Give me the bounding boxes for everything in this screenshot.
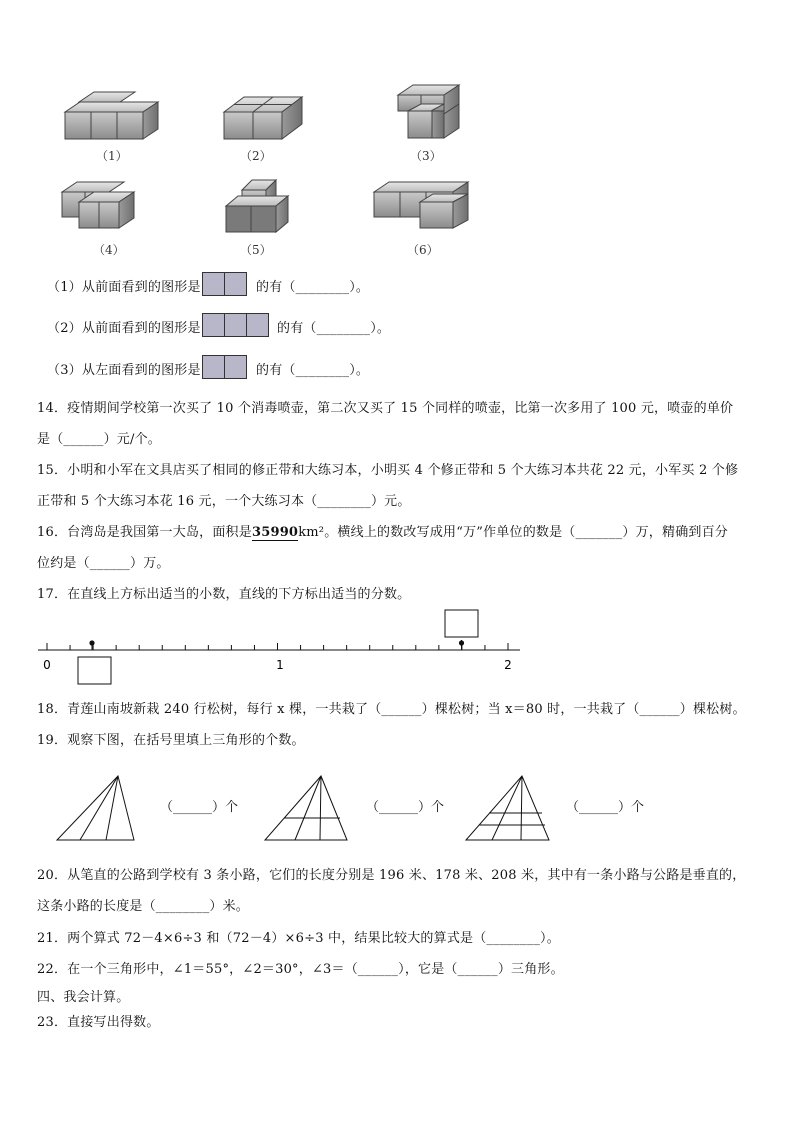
- view-shape-2: [202, 313, 269, 337]
- view-cell: [225, 356, 246, 378]
- view-shape-3: [202, 355, 247, 379]
- solid-label-3: （3）: [410, 149, 442, 163]
- view-cell: [247, 314, 268, 336]
- question-15-line1: 15．小明和小军在文具店买了相同的修正带和大练习本，小明买 4 个修正带和 5 个大练习本共花 22 元，小军买 2 个修: [37, 463, 739, 478]
- triangle-count-answer-1[interactable]: （______）个: [160, 800, 239, 815]
- solid-label-5: （5）: [240, 243, 272, 257]
- view-cell: [203, 356, 225, 378]
- question-16-line1: 16．台湾岛是我国第一大岛，面积是35990km²。横线上的数改写成用“万”作单位的数是（_______）万，精确到百分: [37, 525, 729, 540]
- section-heading-4: 四、我会计算。: [37, 990, 130, 1005]
- question-17: 17．在直线上方标出适当的小数，直线的下方标出适当的分数。: [37, 587, 411, 602]
- solid-5: [226, 180, 288, 232]
- area-unit: km²: [298, 525, 325, 540]
- view-cell: [225, 273, 246, 295]
- sub-question-3: （3）从左面看到的图形是: [47, 363, 201, 378]
- answer-blank[interactable]: ________: [295, 280, 350, 295]
- sub-question-2: （2）从前面看到的图形是: [47, 321, 201, 336]
- question-22: 22．在一个三角形中，∠1＝55°，∠2＝30°，∠3＝（______），它是（______）三角形。: [37, 962, 564, 977]
- sub-question-1: （1）从前面看到的图形是: [47, 280, 201, 295]
- fraction-answer-box[interactable]: [78, 657, 111, 684]
- solid-6: [374, 182, 468, 228]
- question-20-line2: 这条小路的长度是（________）米。: [37, 899, 250, 914]
- answer-blank[interactable]: ________: [316, 321, 371, 336]
- triangle-count-answer-3[interactable]: （______）个: [566, 800, 645, 815]
- question-18: 18．青莲山南坡新栽 240 行松树，每行 x 棵，一共栽了（______）棵松树；当 x＝80 时，一共栽了（______）棵松树。: [37, 702, 746, 717]
- triangle-count-answer-2[interactable]: （______）个: [366, 800, 445, 815]
- question-21: 21．两个算式 72－4×6÷3 和（72－4）×6÷3 中，结果比较大的算式是（________）。: [37, 931, 560, 946]
- point-b-marker: [459, 640, 464, 645]
- question-20-line1: 20．从笔直的公路到学校有 3 条小路，它们的长度分别是 196 米、178 米、208 米，其中有一条小路与公路是垂直的，: [37, 868, 746, 883]
- triangle-figure-3: [466, 776, 549, 840]
- answer-blank[interactable]: ________: [295, 363, 350, 378]
- triangle-figure-1: [57, 776, 134, 840]
- solid-label-1: （1）: [96, 149, 128, 163]
- solid-1: [65, 92, 158, 139]
- tick-label-0: 0: [43, 658, 51, 672]
- solid-4: [62, 182, 134, 228]
- tick-label-2: 2: [504, 658, 512, 672]
- view-cell: [225, 314, 247, 336]
- question-19: 19．观察下图，在括号里填上三角形的个数。: [37, 733, 305, 748]
- question-14-line1: 14．疫情期间学校第一次买了 10 个消毒喷壶，第二次又买了 15 个同样的喷壶，比第一次多用了 100 元，喷壶的单价: [37, 401, 734, 416]
- view-cell: [203, 273, 225, 295]
- solid-label-6: （6）: [407, 243, 439, 257]
- solid-2: [224, 97, 302, 139]
- solid-label-2: （2）: [240, 149, 272, 163]
- view-shape-1: [202, 272, 247, 296]
- number-line: [30, 606, 530, 688]
- point-a-marker: [89, 640, 94, 645]
- sub-question-2-tail: 的有（________）。: [277, 321, 391, 336]
- question-23: 23．直接写出得数。: [37, 1015, 160, 1030]
- triangle-figure-2: [265, 776, 347, 840]
- sub-question-1-tail: 的有（________）。: [256, 280, 370, 295]
- question-15-line2: 正带和 5 个大练习本花 16 元，一个大练习本（________）元。: [37, 494, 411, 509]
- solid-3: [398, 85, 459, 138]
- view-cell: [203, 314, 225, 336]
- tick-label-1: 1: [276, 658, 284, 672]
- cube-figures: [0, 0, 794, 270]
- solid-label-4: （4）: [93, 243, 125, 257]
- sub-question-3-tail: 的有（________）。: [256, 363, 370, 378]
- underlined-number: 35990: [251, 525, 299, 540]
- question-16-line2: 位约是（______）万。: [37, 556, 170, 571]
- question-14-line2: 是（______）元/个。: [37, 432, 161, 447]
- decimal-answer-box[interactable]: [445, 610, 478, 637]
